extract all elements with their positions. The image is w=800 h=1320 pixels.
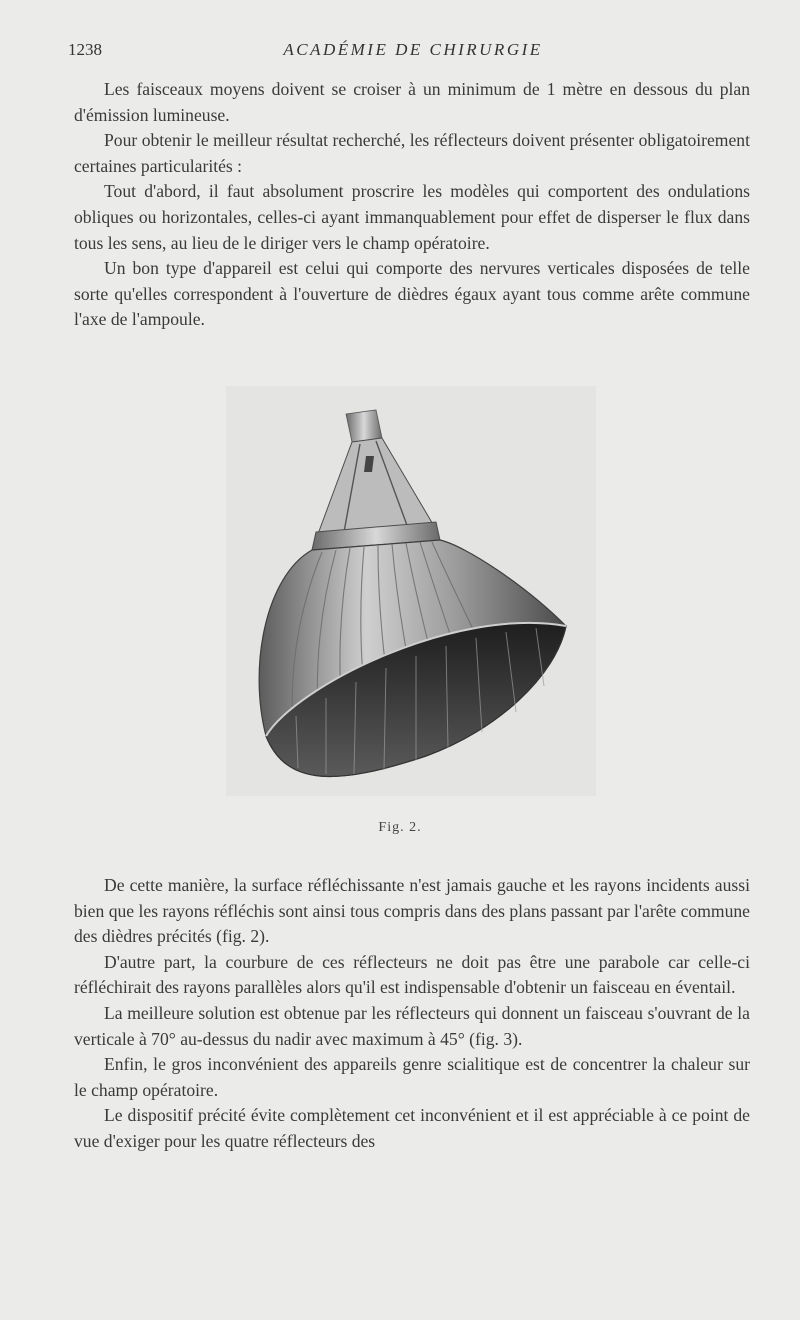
paragraph: De cette manière, la surface réfléchissante n'est jamais gauche et les rayons incidents aussi bien que les rayons réfléchis sont ainsi tous compris dans des plans passant par l'arête commune des dièdres précités (fig. 2). [74, 875, 750, 947]
paragraph: Les faisceaux moyens doivent se croiser à un minimum de 1 mètre en dessous du plan d'émission lumineuse. [74, 79, 750, 125]
paragraph: Enfin, le gros inconvénient des appareils genre scialitique est de concentrer la chaleur sur le champ opératoire. [74, 1054, 750, 1100]
page-header [68, 40, 758, 64]
paragraph: Le dispositif précité évite complètement cet inconvénient et il est appréciable à ce point de vue d'exiger pour les quatre réflecteurs des [74, 1105, 750, 1151]
paragraph: Pour obtenir le meilleur résultat recherché, les réflecteurs doivent présenter obligatoirement certaines particularités : [74, 130, 750, 176]
ribbed-reflector-lamp-illustration [226, 386, 596, 796]
page-number: 1238 [68, 40, 102, 59]
body-text-bottom [74, 873, 750, 1155]
figure-caption: Fig. 2. [378, 820, 422, 835]
paragraph: D'autre part, la courbure de ces réflecteurs ne doit pas être une parabole car celle-ci réfléchirait des rayons parallèles alors qu'il est indispensable d'obtenir un faisceau en éventail. [74, 951, 750, 998]
body-text-top [74, 77, 750, 333]
figure-lamp-reflector [226, 386, 596, 796]
paragraph: Un bon type d'appareil est celui qui comporte des nervures verticales disposées de telle sorte qu'elles correspondent à l'ouverture de dièdres égaux ayant tous comme arête commune l'axe de l'ampoule. [74, 258, 750, 330]
paragraph: Tout d'abord, il faut absolument proscrire les modèles qui comportent des ondulations obliques ou horizontales, celles-ci ayant immanquablement pour effet de disperser le flux dans tous les sens, au lieu de le diriger vers le champ opératoire. [74, 181, 750, 253]
paragraph: La meilleure solution est obtenue par les réflecteurs qui donnent un faisceau s'ouvrant de la verticale à 70° au-dessus du nadir avec maximum à 45° (fig. 3). [74, 1002, 750, 1049]
running-title: ACADÉMIE DE CHIRURGIE [283, 40, 543, 59]
